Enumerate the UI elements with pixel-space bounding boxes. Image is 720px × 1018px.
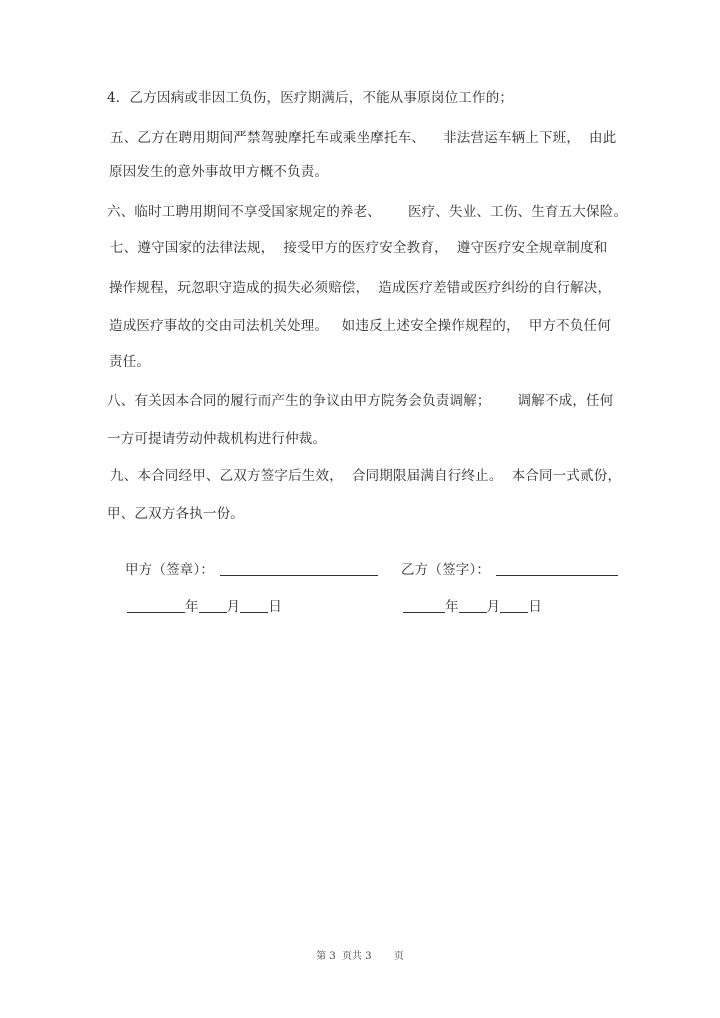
party-a-day-blank[interactable] <box>240 598 268 613</box>
party-b-date <box>385 580 542 634</box>
clause-5-line-2: 原因发生的意外事故甲方概不负责。 <box>109 164 329 180</box>
clause-9-line-2: 甲、乙双方各执一份。 <box>107 506 244 522</box>
page-number-footer: 第 3 页共 3 页 <box>316 951 404 962</box>
day-label: 日 <box>528 599 543 615</box>
clause-7-line-4: 责任。 <box>109 354 151 370</box>
year-label: 年 <box>184 599 199 615</box>
party-a-month-blank[interactable] <box>199 598 227 613</box>
clause-7-line-3: 造成医疗事故的交由司法机关处理。 如违反上述安全操作规程的， 甲方不负任何 <box>109 318 611 334</box>
party-a-label: 甲方（签章）： <box>124 562 215 578</box>
clause-9-line-1: 九、本合同经甲、乙双方签字后生效， 合同期限届满自行终止。 本合同一式贰份， <box>110 468 622 484</box>
party-a-signature-line[interactable] <box>220 561 378 576</box>
clause-5-line-1: 五、乙方在聘用期间严禁驾驶摩托车或乘坐摩托车、 非法营运车辆上下班， 由此 <box>110 130 617 146</box>
day-label: 日 <box>268 599 283 615</box>
party-b-month-blank[interactable] <box>459 598 487 613</box>
party-a-date <box>109 580 282 634</box>
party-b-label: 乙方（签字）： <box>400 562 491 578</box>
clause-8-line-2: 一方可提请劳动仲裁机构进行仲裁。 <box>107 431 327 447</box>
year-label: 年 <box>444 599 459 615</box>
clause-7-line-2: 操作规程，玩忽职守造成的损失必须赔偿， 造成医疗差错或医疗纠纷的自行解决， <box>109 280 612 296</box>
month-label: 月 <box>486 599 501 615</box>
party-a-year-blank[interactable] <box>127 598 185 613</box>
clause-4: 4．乙方因病或非因工负伤，医疗期满后，不能从事原岗位工作的； <box>107 90 514 106</box>
party-b-day-blank[interactable] <box>500 598 528 613</box>
clause-8-line-1: 八、有关因本合同的履行而产生的争议由甲方院务会负责调解； 调解不成，任何 <box>107 393 614 409</box>
month-label: 月 <box>226 599 241 615</box>
clause-6: 六、临时工聘用期间不享受国家规定的养老、 医疗、失业、工伤、生育五大保险。 <box>107 204 628 220</box>
party-b-signature-line[interactable] <box>496 561 618 576</box>
clause-7-line-1: 七、遵守国家的法律法规， 接受甲方的医疗安全教育， 遵守医疗安全规章制度和 <box>110 240 608 256</box>
party-b-year-blank[interactable] <box>403 598 445 613</box>
